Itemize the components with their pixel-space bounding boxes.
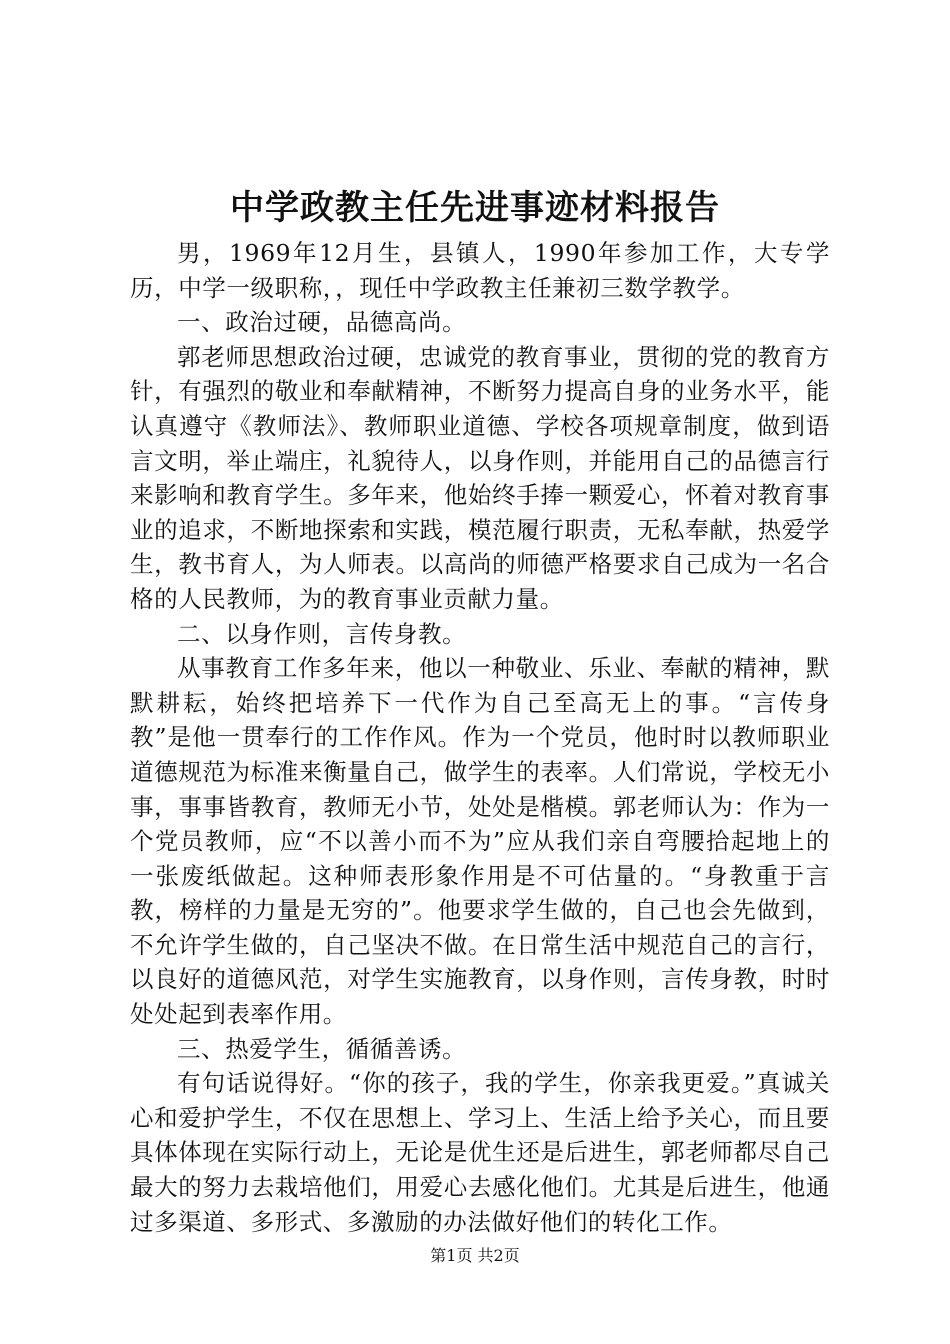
section-heading-1: 一、政治过硬，品德高尚。: [177, 308, 467, 337]
section-heading-2: 二、以身作则，言传身教。: [177, 619, 467, 648]
section-heading-3: 三、热爱学生，循循善诱。: [177, 1034, 467, 1063]
document-body: [130, 236, 830, 1239]
paragraph-section-3: 有句话说得好。“你的孩子，我的学生，你亲我更爱。”真诚关心和爱护学生，不仅在思想上、学习上、生活上给予关心，而且要具体体现在实际行动上，无论是优生还是后进生，郭老师都尽自己最大的努力去栽培他们，用爱心去感化他们。尤其是后进生，他通过多渠道、多形式、多激励的办法做好他们的转化工作。: [130, 1069, 830, 1236]
page-number-footer: 第1页 共2页: [430, 1246, 520, 1265]
paragraph-intro: 男，1969年12月生，县镇人，1990年参加工作，大专学历，中学一级职称，，现任中学政教主任兼初三数学教学。: [130, 239, 830, 302]
paragraph-section-2: 从事教育工作多年来，他以一种敬业、乐业、奉献的精神，默默耕耘，始终把培养下一代作为自己至高无上的事。“言传身教”是他一贯奉行的工作作风。作为一个党员，他时时以教师职业道德规范为标准来衡量自己，做学生的表率。人们常说，学校无小事，事事皆教育，教师无小节，处处是楷模。郭老师认为：作为一个党员教师，应“不以善小而不为”应从我们亲自弯腰拾起地上的一张废纸做起。这种师表形象作用是不可估量的。“身教重于言教，榜样的力量是无穷的”。他要求学生做的，自己也会先做到，不允许学生做的，自己坚决不做。在日常生活中规范自己的言行，以良好的道德风范，对学生实施教育，以身作则，言传身教，时时处处起到表率作用。: [130, 654, 830, 1029]
document-title: 中学政教主任先进事迹材料报告: [230, 188, 720, 228]
paragraph-section-1: 郭老师思想政治过硬，忠诚党的教育事业，贯彻的党的教育方针，有强烈的敬业和奉献精神，不断努力提高自身的业务水平，能认真遵守《教师法》、教师职业道德、学校各项规章制度，做到语言文明，举止端庄，礼貌待人，以身作则，并能用自己的品德言行来影响和教育学生。多年来，他始终手捧一颗爱心，怀着对教育事业的追求，不断地探索和实践，模范履行职责，无私奉献，热爱学生，教书育人，为人师表。以高尚的师德严格要求自己成为一名合格的人民教师，为的教育事业贡献力量。: [130, 342, 830, 613]
